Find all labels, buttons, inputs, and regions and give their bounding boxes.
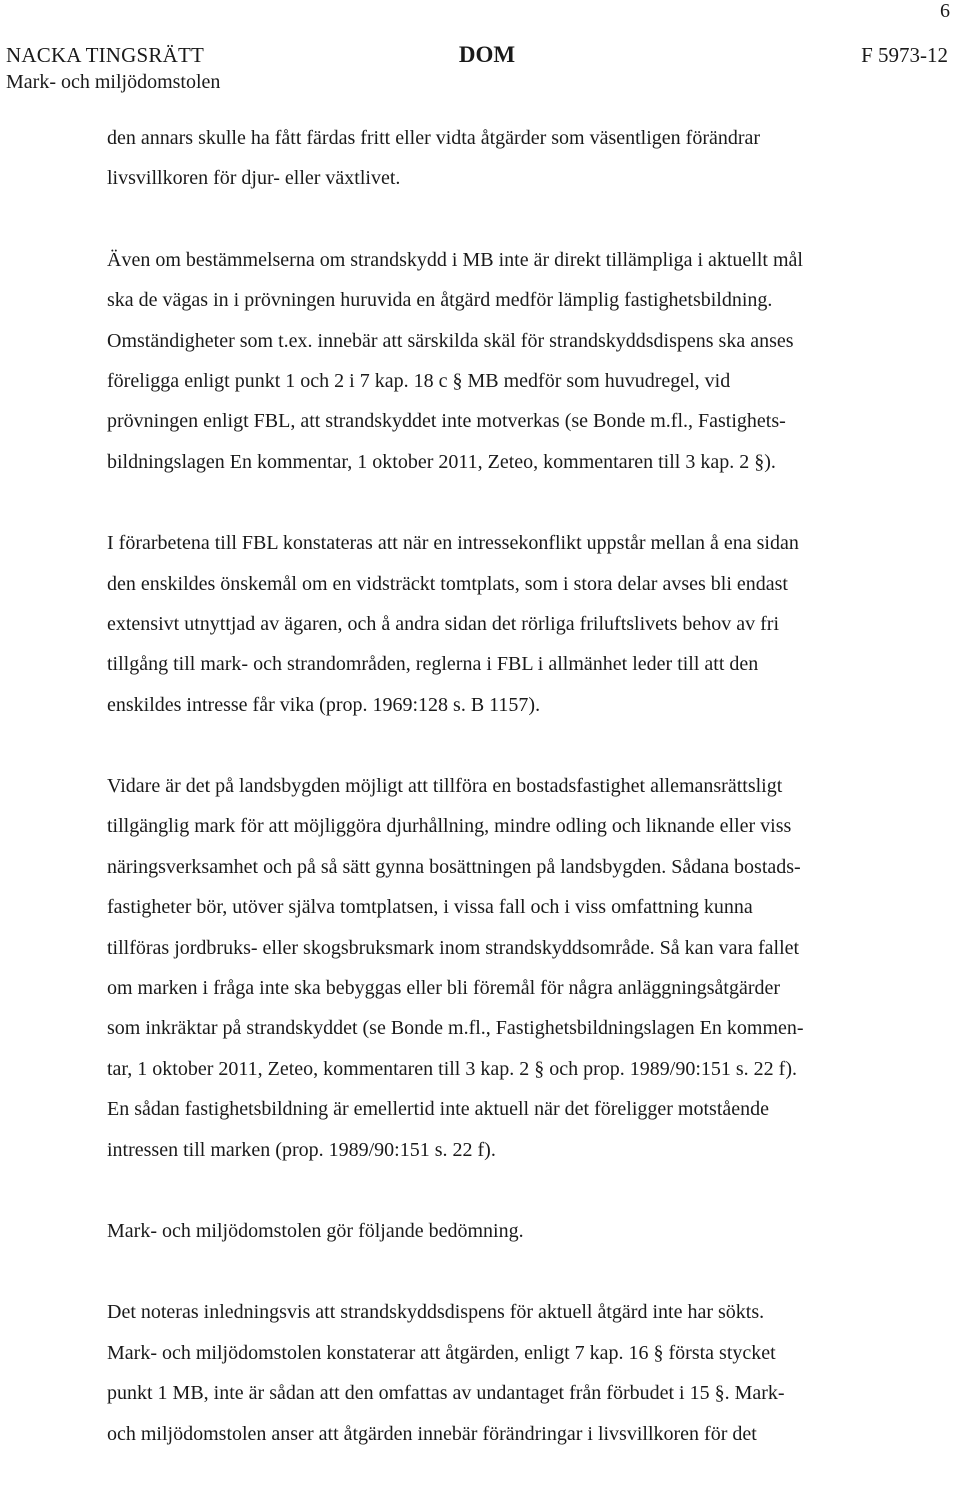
text-line: enskildes intresse får vika (prop. 1969:128 s. B 1157). — [107, 693, 541, 716]
text-line: tar, 1 oktober 2011, Zeteo, kommentaren till 3 kap. 2 § och prop. 1989/90:151 s. 22 f). — [107, 1057, 797, 1080]
text-line: En sådan fastighetsbildning är emellertid inte aktuell när det föreligger motstående — [107, 1098, 770, 1121]
text-line: livsvillkoren för djur- eller växtlivet. — [107, 167, 401, 190]
text-line: Mark- och miljödomstolen gör följande bedömning. — [107, 1219, 524, 1242]
text-line: Omständigheter som t.ex. innebär att särskilda skäl för strandskyddsdispens ska anses — [107, 329, 794, 352]
paragraph — [107, 523, 912, 725]
text-line: Vidare är det på landsbygden möjligt att tillföra en bostadsfastighet allemansrättsligt — [107, 775, 783, 798]
text-line: ska de vägas in i prövningen huruvida en åtgärd medför lämplig fastighetsbildning. — [107, 289, 773, 312]
page-number: 6 — [940, 0, 950, 22]
text-line: som inkräktar på strandskyddet (se Bonde m.fl., Fastighetsbildningslagen En kommen- — [107, 1017, 804, 1040]
document-type: DOM — [458, 42, 516, 67]
paragraph — [107, 766, 912, 1170]
paragraph — [107, 1211, 912, 1251]
text-line: den enskildes önskemål om en vidsträckt tomtplats, som i stora delar avses bli endast — [107, 572, 788, 595]
text-line: tillgång till mark- och strandområden, reglerna i FBL i allmänhet leder till att den — [107, 653, 759, 676]
text-line: I förarbetena till FBL konstateras att när en intressekonflikt uppstår mellan å ena sidan — [107, 532, 799, 555]
text-line: prövningen enligt FBL, att strandskyddet inte motverkas (se Bonde m.fl., Fastighets- — [107, 410, 786, 433]
paragraph — [107, 1292, 912, 1454]
text-line: Mark- och miljödomstolen konstaterar att åtgärden, enligt 7 kap. 16 § första stycket — [107, 1341, 776, 1364]
court-name: NACKA TINGSRÄTT — [6, 43, 205, 67]
text-line: intressen till marken (prop. 1989/90:151 s. 22 f). — [107, 1138, 496, 1161]
case-number: F 5973-12 — [861, 43, 948, 67]
text-line: den annars skulle ha fått färdas fritt eller vidta åtgärder som väsentligen förändrar — [107, 127, 761, 149]
document-body — [107, 118, 912, 1495]
text-line: näringsverksamhet och på så sätt gynna bosättningen på landsbygden. Sådana bostads- — [107, 855, 801, 878]
text-line: tillgänglig mark för att möjliggöra djurhållning, mindre odling och liknande eller viss — [107, 815, 792, 838]
text-line: Även om bestämmelserna om strandskydd i MB inte är direkt tillämpliga i aktuellt mål — [107, 248, 803, 271]
document-header — [6, 42, 948, 94]
text-line: bildningslagen En kommentar, 1 oktober 2011, Zeteo, kommentaren till 3 kap. 2 §). — [107, 450, 776, 473]
text-line: om marken i fråga inte ska bebyggas eller bli föremål för några anläggningsåtgärder — [107, 977, 781, 1000]
text-line: extensivt utnyttjad av ägaren, och å andra sidan det rörliga friluftslivets behov av fri — [107, 612, 780, 635]
text-line: fastigheter bör, utöver själva tomtplatsen, i vissa fall och i viss omfattning kunna — [107, 896, 753, 919]
paragraph — [107, 118, 912, 199]
text-line: punkt 1 MB, inte är sådan att den omfattas av undantaget från förbudet i 15 §. Mark- — [107, 1382, 785, 1405]
text-line: och miljödomstolen anser att åtgärden innebär förändringar i livsvillkoren för det — [107, 1422, 757, 1445]
court-division: Mark- och miljödomstolen — [6, 71, 221, 93]
text-line: Det noteras inledningsvis att strandskyddsdispens för aktuell åtgärd inte har sökts. — [107, 1301, 765, 1324]
text-line: föreligga enligt punkt 1 och 2 i 7 kap. 18 c § MB medför som huvudregel, vid — [107, 369, 731, 392]
text-line: tillföras jordbruks- eller skogsbruksmark inom strandskyddsområde. Så kan vara fallet — [107, 936, 800, 959]
paragraph — [107, 240, 912, 482]
